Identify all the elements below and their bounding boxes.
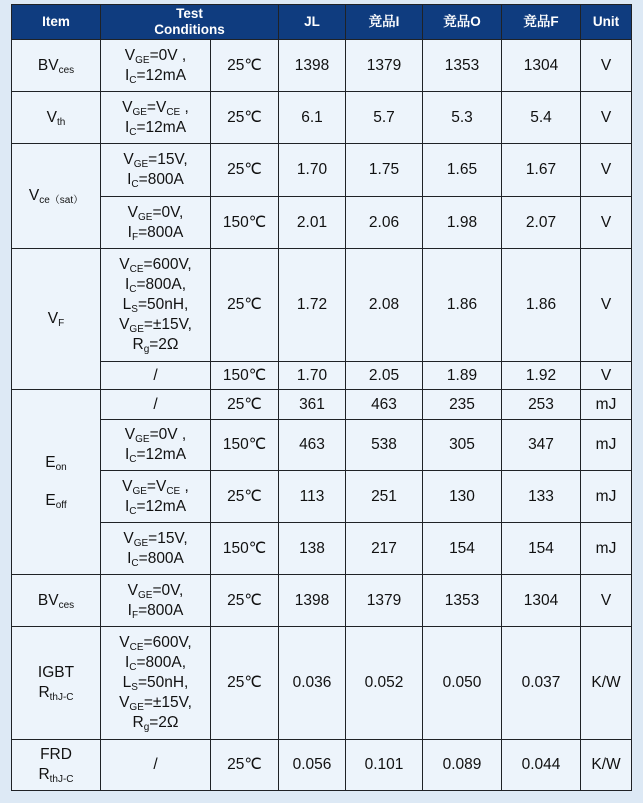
value-competitor-i: 2.06 xyxy=(346,197,423,249)
value-competitor-o: 154 xyxy=(423,523,502,575)
test-condition: $V_{GE}=15V$, $I_C=800A$ xyxy=(101,144,211,197)
test-condition: $V_{GE}=15V$, $I_C=800A$ xyxy=(101,523,211,575)
test-condition: $V_{GE}=V_{CE}$ , $I_C=12mA$ xyxy=(101,471,211,523)
item-bvces-2: $BV_{ces}$ xyxy=(12,575,101,627)
value-competitor-f: 1.92 xyxy=(502,362,581,390)
header-competitor-i: 竞品I xyxy=(346,5,423,40)
unit: mJ xyxy=(581,523,632,575)
value-jl: 138 xyxy=(279,523,346,575)
test-condition: $V_{GE}=0V$, $I_F=800A$ xyxy=(101,575,211,627)
unit: V xyxy=(581,249,632,362)
value-jl: 463 xyxy=(279,420,346,471)
temperature: 150℃ xyxy=(211,523,279,575)
value-competitor-i: 217 xyxy=(346,523,423,575)
value-competitor-f: 1304 xyxy=(502,575,581,627)
table-row xyxy=(12,627,632,740)
spec-table-wrapper xyxy=(11,4,632,791)
temperature: 25℃ xyxy=(211,390,279,420)
table-row xyxy=(12,249,632,362)
test-condition: $V_{GE}=V_{CE}$ , $I_C=12mA$ xyxy=(101,92,211,144)
temperature: 150℃ xyxy=(211,420,279,471)
unit: mJ xyxy=(581,420,632,471)
unit: K/W xyxy=(581,740,632,791)
value-competitor-f: 1.67 xyxy=(502,144,581,197)
value-competitor-o: 305 xyxy=(423,420,502,471)
value-jl: 0.056 xyxy=(279,740,346,791)
test-condition: $V_{CE}=600V$, $I_C=800A$, $L_S=50nH$, $V_{GE}=\pm 15V$, $R_g=2\Omega$ xyxy=(101,249,211,362)
table-row xyxy=(12,523,632,575)
unit: mJ xyxy=(581,390,632,420)
header-test-conditions: Test Conditions xyxy=(101,5,279,40)
value-competitor-i: 1379 xyxy=(346,40,423,92)
value-competitor-i: 0.101 xyxy=(346,740,423,791)
test-condition: / xyxy=(101,390,211,420)
table-row xyxy=(12,40,632,92)
value-competitor-i: 2.05 xyxy=(346,362,423,390)
unit: K/W xyxy=(581,627,632,740)
value-jl: 2.01 xyxy=(279,197,346,249)
item-eon-eoff: $E_{on}$ $E_{off}$ xyxy=(12,390,101,575)
table-row xyxy=(12,197,632,249)
value-competitor-o: 5.3 xyxy=(423,92,502,144)
temperature: 25℃ xyxy=(211,627,279,740)
header-competitor-f: 竞品F xyxy=(502,5,581,40)
unit: V xyxy=(581,92,632,144)
temperature: 25℃ xyxy=(211,249,279,362)
value-jl: 6.1 xyxy=(279,92,346,144)
table-row xyxy=(12,575,632,627)
table-row xyxy=(12,144,632,197)
temperature: 25℃ xyxy=(211,144,279,197)
temperature: 25℃ xyxy=(211,471,279,523)
temperature: 150℃ xyxy=(211,197,279,249)
value-competitor-f: 5.4 xyxy=(502,92,581,144)
header-competitor-o: 竞品O xyxy=(423,5,502,40)
unit: V xyxy=(581,362,632,390)
header-item: Item xyxy=(12,5,101,40)
value-competitor-i: 1379 xyxy=(346,575,423,627)
table-row xyxy=(12,362,632,390)
temperature: 25℃ xyxy=(211,575,279,627)
value-competitor-o: 0.050 xyxy=(423,627,502,740)
value-competitor-i: 1.75 xyxy=(346,144,423,197)
header-unit: Unit xyxy=(581,5,632,40)
test-condition: $V_{GE}=0V$, $I_F=800A$ xyxy=(101,197,211,249)
value-competitor-o: 1.89 xyxy=(423,362,502,390)
value-competitor-f: 253 xyxy=(502,390,581,420)
comparison-table xyxy=(11,4,632,791)
value-competitor-f: 1304 xyxy=(502,40,581,92)
value-competitor-o: 1353 xyxy=(423,575,502,627)
value-competitor-o: 130 xyxy=(423,471,502,523)
table-row xyxy=(12,471,632,523)
value-competitor-f: 133 xyxy=(502,471,581,523)
header-jl: JL xyxy=(279,5,346,40)
value-jl: 1398 xyxy=(279,40,346,92)
value-jl: 113 xyxy=(279,471,346,523)
item-vth: $V_{th}$ xyxy=(12,92,101,144)
value-competitor-i: 251 xyxy=(346,471,423,523)
temperature: 150℃ xyxy=(211,362,279,390)
value-competitor-f: 1.86 xyxy=(502,249,581,362)
table-row xyxy=(12,92,632,144)
test-condition: / xyxy=(101,362,211,390)
test-condition: $V_{GE}=0V$ , $I_C=12mA$ xyxy=(101,40,211,92)
table-row xyxy=(12,420,632,471)
unit: V xyxy=(581,40,632,92)
unit: V xyxy=(581,575,632,627)
value-competitor-o: 1.65 xyxy=(423,144,502,197)
value-jl: 1398 xyxy=(279,575,346,627)
value-jl: 1.70 xyxy=(279,362,346,390)
unit: V xyxy=(581,197,632,249)
value-competitor-f: 154 xyxy=(502,523,581,575)
value-competitor-o: 1.86 xyxy=(423,249,502,362)
unit: mJ xyxy=(581,471,632,523)
value-competitor-o: 235 xyxy=(423,390,502,420)
item-igbt-rthjc: IGBT $R_{thJ-C}$ xyxy=(12,627,101,740)
value-competitor-f: 2.07 xyxy=(502,197,581,249)
value-jl: 1.72 xyxy=(279,249,346,362)
test-condition: $V_{CE}=600V$, $I_C=800A$, $L_S=50nH$, $V_{GE}=\pm 15V$, $R_g=2\Omega$ xyxy=(101,627,211,740)
temperature: 25℃ xyxy=(211,740,279,791)
value-competitor-i: 5.7 xyxy=(346,92,423,144)
value-jl: 1.70 xyxy=(279,144,346,197)
value-competitor-f: 0.044 xyxy=(502,740,581,791)
table-row xyxy=(12,390,632,420)
value-jl: 0.036 xyxy=(279,627,346,740)
value-competitor-i: 538 xyxy=(346,420,423,471)
header-row xyxy=(12,5,632,40)
value-competitor-i: 2.08 xyxy=(346,249,423,362)
table-row xyxy=(12,740,632,791)
item-vce-sat: $V_{ce(sat)}$ xyxy=(12,144,101,249)
test-condition: $V_{GE}=0V$ , $I_C=12mA$ xyxy=(101,420,211,471)
item-bvces: $BV_{ces}$ xyxy=(12,40,101,92)
unit: V xyxy=(581,144,632,197)
test-condition: / xyxy=(101,740,211,791)
value-competitor-f: 347 xyxy=(502,420,581,471)
value-competitor-i: 463 xyxy=(346,390,423,420)
temperature: 25℃ xyxy=(211,92,279,144)
value-competitor-f: 0.037 xyxy=(502,627,581,740)
value-competitor-o: 0.089 xyxy=(423,740,502,791)
value-competitor-o: 1353 xyxy=(423,40,502,92)
value-competitor-i: 0.052 xyxy=(346,627,423,740)
item-frd-rthjc: FRD $R_{thJ-C}$ xyxy=(12,740,101,791)
value-competitor-o: 1.98 xyxy=(423,197,502,249)
temperature: 25℃ xyxy=(211,40,279,92)
item-vf: $V_F$ xyxy=(12,249,101,390)
value-jl: 361 xyxy=(279,390,346,420)
